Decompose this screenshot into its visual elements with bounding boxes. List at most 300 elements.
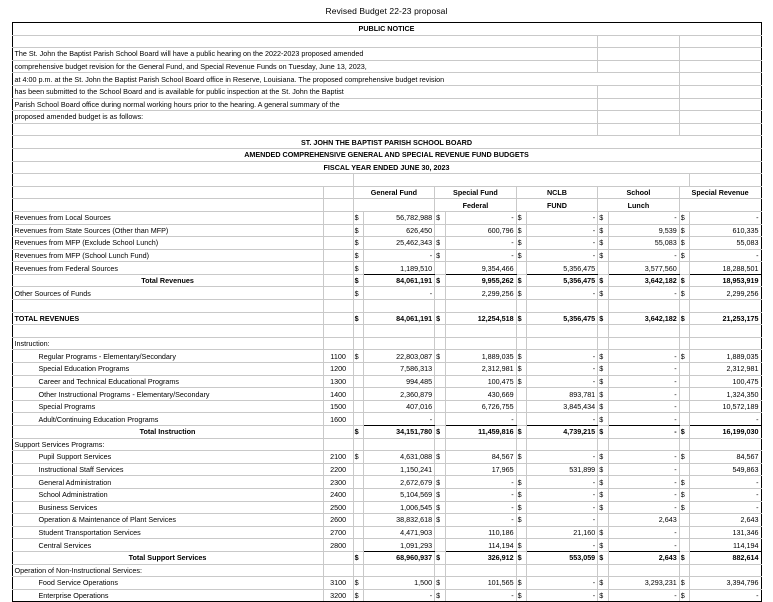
row-value: 326,912 xyxy=(445,551,516,564)
currency-symbol: $ xyxy=(516,539,527,552)
col-header-general-fund: General Fund xyxy=(353,186,435,199)
row-value: - xyxy=(527,249,598,262)
row-value: 5,356,475 xyxy=(527,274,598,287)
support-header: Support Services Programs: xyxy=(12,438,323,451)
row-label: Regular Programs - Elementary/Secondary xyxy=(12,350,323,363)
spacer-row xyxy=(12,300,761,313)
row-value: 4,471,903 xyxy=(364,526,435,539)
currency-symbol: $ xyxy=(516,312,527,325)
row-code: 1500 xyxy=(323,400,353,413)
notice-line-2: comprehensive budget revision for the General Fund, and Special Revenue Funds on Tuesday, June 13, 2023, xyxy=(12,60,598,73)
row-value: 3,394,796 xyxy=(690,577,761,590)
currency-symbol: $ xyxy=(598,488,609,501)
currency-symbol: $ xyxy=(353,312,364,325)
row-value: 12,254,518 xyxy=(445,312,516,325)
row-label: Total Support Services xyxy=(12,551,323,564)
currency-symbol: $ xyxy=(516,224,527,237)
row-value: 994,485 xyxy=(364,375,435,388)
table-row xyxy=(12,350,761,363)
currency-symbol: $ xyxy=(516,237,527,250)
row-value: - xyxy=(527,589,598,602)
table-row xyxy=(12,262,761,275)
currency-symbol: $ xyxy=(435,274,446,287)
noninstructional-header: Operation of Non-Instructional Services: xyxy=(12,564,323,577)
currency-symbol: $ xyxy=(679,551,690,564)
currency-symbol: $ xyxy=(679,426,690,439)
row-value: 4,631,088 xyxy=(364,451,435,464)
currency-symbol: $ xyxy=(516,274,527,287)
table-row xyxy=(12,526,761,539)
row-value: 2,672,679 xyxy=(364,476,435,489)
currency-symbol: $ xyxy=(679,224,690,237)
row-value: - xyxy=(608,501,679,514)
row-value: - xyxy=(608,350,679,363)
row-label: Student Transportation Services xyxy=(12,526,323,539)
entity-title-row xyxy=(12,148,761,161)
currency-symbol: $ xyxy=(516,350,527,363)
row-label: Revenues from MFP (Exclude School Lunch) xyxy=(12,237,323,250)
currency-symbol: $ xyxy=(435,312,446,325)
row-value: 882,614 xyxy=(690,551,761,564)
spacer-row xyxy=(12,325,761,338)
currency-symbol: $ xyxy=(516,249,527,262)
notice-line-3: at 4:00 p.m. at the St. John the Baptist Parish School Board office in Reserve, Louisiana. The proposed comprehensive budget revision xyxy=(12,73,679,86)
total-revenues-row xyxy=(12,312,761,325)
currency-symbol: $ xyxy=(435,551,446,564)
row-value: - xyxy=(690,589,761,602)
row-value: - xyxy=(608,363,679,376)
row-value: - xyxy=(527,287,598,300)
currency-symbol: $ xyxy=(435,237,446,250)
row-value: - xyxy=(527,237,598,250)
currency-symbol: $ xyxy=(516,375,527,388)
currency-symbol: $ xyxy=(598,589,609,602)
table-row xyxy=(12,463,761,476)
row-value: 5,104,569 xyxy=(364,488,435,501)
currency-symbol: $ xyxy=(598,426,609,439)
row-value: - xyxy=(608,526,679,539)
row-value: - xyxy=(445,589,516,602)
row-value: 68,960,937 xyxy=(364,551,435,564)
row-value: 100,475 xyxy=(445,375,516,388)
row-value: 7,586,313 xyxy=(364,363,435,376)
col-header-special-fund-2: Federal xyxy=(435,199,517,212)
row-value: - xyxy=(608,211,679,224)
row-label: Central Services xyxy=(12,539,323,552)
spacer-row xyxy=(12,174,761,187)
table-row xyxy=(12,363,761,376)
row-code: 1600 xyxy=(323,413,353,426)
row-value: - xyxy=(364,287,435,300)
table-row xyxy=(12,224,761,237)
row-value: 3,293,231 xyxy=(608,577,679,590)
row-value: 1,006,545 xyxy=(364,501,435,514)
col-header-special-revenue-2 xyxy=(679,199,761,212)
notice-line-1: The St. John the Baptist Parish School Board will have a public hearing on the 2022-2023 proposed amended xyxy=(12,48,598,61)
row-label: Total Instruction xyxy=(12,426,323,439)
table-row xyxy=(12,577,761,590)
currency-symbol: $ xyxy=(435,211,446,224)
row-value: - xyxy=(527,451,598,464)
row-value: 6,726,755 xyxy=(445,400,516,413)
row-value: - xyxy=(608,451,679,464)
currency-symbol: $ xyxy=(679,589,690,602)
row-label: Revenues from MFP (School Lunch Fund) xyxy=(12,249,323,262)
currency-symbol: $ xyxy=(598,249,609,262)
row-value: 55,083 xyxy=(690,237,761,250)
row-value: - xyxy=(364,589,435,602)
row-value: 5,356,475 xyxy=(527,312,598,325)
currency-symbol: $ xyxy=(435,451,446,464)
currency-symbol: $ xyxy=(598,476,609,489)
table-row xyxy=(12,237,761,250)
row-value: 84,061,191 xyxy=(364,274,435,287)
row-label: Other Sources of Funds xyxy=(12,287,323,300)
currency-symbol: $ xyxy=(679,274,690,287)
table-row-total xyxy=(12,426,761,439)
currency-symbol: $ xyxy=(353,451,364,464)
currency-symbol: $ xyxy=(598,539,609,552)
currency-symbol: $ xyxy=(353,589,364,602)
row-value: 25,462,343 xyxy=(364,237,435,250)
instruction-header: Instruction: xyxy=(12,337,323,350)
currency-symbol: $ xyxy=(679,501,690,514)
section-header-row xyxy=(12,337,761,350)
row-value: - xyxy=(690,211,761,224)
currency-symbol: $ xyxy=(679,577,690,590)
row-value: - xyxy=(364,249,435,262)
row-value: 549,863 xyxy=(690,463,761,476)
row-value: 1,500 xyxy=(364,577,435,590)
row-value: - xyxy=(690,488,761,501)
currency-symbol: $ xyxy=(516,514,527,527)
row-code xyxy=(323,262,353,275)
row-value: 21,160 xyxy=(527,526,598,539)
currency-symbol: $ xyxy=(679,451,690,464)
row-value: - xyxy=(690,413,761,426)
table-row xyxy=(12,501,761,514)
row-value: 38,832,618 xyxy=(364,514,435,527)
row-label: Food Service Operations xyxy=(12,577,323,590)
col-header-nclb: NCLB xyxy=(516,186,598,199)
row-value: - xyxy=(690,249,761,262)
row-value: - xyxy=(608,413,679,426)
row-label: Career and Technical Educational Programs xyxy=(12,375,323,388)
row-label: Pupil Support Services xyxy=(12,451,323,464)
row-code: 2500 xyxy=(323,501,353,514)
section-header-row xyxy=(12,438,761,451)
currency-symbol: $ xyxy=(516,426,527,439)
table-row xyxy=(12,589,761,602)
row-value: 17,965 xyxy=(445,463,516,476)
currency-symbol: $ xyxy=(679,312,690,325)
currency-symbol: $ xyxy=(598,400,609,413)
currency-symbol: $ xyxy=(353,211,364,224)
row-value: - xyxy=(527,211,598,224)
row-value: 1,091,293 xyxy=(364,539,435,552)
row-value: 101,565 xyxy=(445,577,516,590)
entity-line-2: AMENDED COMPREHENSIVE GENERAL AND SPECIAL REVENUE FUND BUDGETS xyxy=(12,148,761,161)
currency-symbol: $ xyxy=(679,476,690,489)
budget-spreadsheet xyxy=(12,22,762,602)
currency-symbol: $ xyxy=(353,287,364,300)
row-value: 18,288,501 xyxy=(690,262,761,275)
entity-title-row xyxy=(12,161,761,174)
row-value: 4,739,215 xyxy=(527,426,598,439)
row-value: 430,669 xyxy=(445,388,516,401)
row-value: - xyxy=(690,501,761,514)
currency-symbol: $ xyxy=(516,211,527,224)
currency-symbol: $ xyxy=(435,577,446,590)
spacer-row xyxy=(12,35,761,48)
row-label: Other Instructional Programs - Elementary/Secondary xyxy=(12,388,323,401)
notice-line-row xyxy=(12,48,761,61)
table-row-total xyxy=(12,274,761,287)
currency-symbol: $ xyxy=(598,274,609,287)
row-value: 1,189,510 xyxy=(364,262,435,275)
row-code: 2200 xyxy=(323,463,353,476)
row-code: 3100 xyxy=(323,577,353,590)
row-value: 16,199,030 xyxy=(690,426,761,439)
currency-symbol: $ xyxy=(516,451,527,464)
row-code: 2800 xyxy=(323,539,353,552)
row-value: 1,324,350 xyxy=(690,388,761,401)
currency-symbol: $ xyxy=(516,577,527,590)
currency-symbol: $ xyxy=(353,237,364,250)
notice-line-row xyxy=(12,73,761,86)
row-value: 10,572,189 xyxy=(690,400,761,413)
currency-symbol: $ xyxy=(435,589,446,602)
row-value: - xyxy=(445,249,516,262)
row-code: 2300 xyxy=(323,476,353,489)
row-code xyxy=(323,211,353,224)
currency-symbol: $ xyxy=(516,501,527,514)
currency-symbol: $ xyxy=(679,249,690,262)
row-value: 114,194 xyxy=(445,539,516,552)
row-value: - xyxy=(608,539,679,552)
row-value: 18,953,919 xyxy=(690,274,761,287)
table-row xyxy=(12,451,761,464)
row-code: 2100 xyxy=(323,451,353,464)
notice-header-row xyxy=(12,23,761,36)
currency-symbol: $ xyxy=(679,287,690,300)
currency-symbol: $ xyxy=(598,451,609,464)
row-code: 1300 xyxy=(323,375,353,388)
row-code: 1200 xyxy=(323,363,353,376)
currency-symbol: $ xyxy=(598,463,609,476)
row-value: 110,186 xyxy=(445,526,516,539)
row-code: 2600 xyxy=(323,514,353,527)
currency-symbol: $ xyxy=(679,350,690,363)
currency-symbol: $ xyxy=(353,224,364,237)
row-code xyxy=(323,249,353,262)
table-row xyxy=(12,400,761,413)
col-header-school-lunch: School xyxy=(598,186,680,199)
section-header-row xyxy=(12,564,761,577)
currency-symbol: $ xyxy=(353,350,364,363)
currency-symbol: $ xyxy=(435,350,446,363)
row-value: 1,889,035 xyxy=(445,350,516,363)
row-label: Revenues from State Sources (Other than MFP) xyxy=(12,224,323,237)
row-label: Operation & Maintenance of Plant Services xyxy=(12,514,323,527)
row-value: - xyxy=(445,514,516,527)
currency-symbol: $ xyxy=(598,375,609,388)
row-value: - xyxy=(608,589,679,602)
currency-symbol: $ xyxy=(435,501,446,514)
row-code xyxy=(323,237,353,250)
row-code: 2400 xyxy=(323,488,353,501)
row-value: 407,016 xyxy=(364,400,435,413)
row-value: - xyxy=(527,350,598,363)
notice-line-row xyxy=(12,60,761,73)
currency-symbol: $ xyxy=(353,249,364,262)
table-row xyxy=(12,539,761,552)
currency-symbol: $ xyxy=(353,274,364,287)
currency-symbol: $ xyxy=(353,577,364,590)
row-value: 531,899 xyxy=(527,463,598,476)
row-value: 9,955,262 xyxy=(445,274,516,287)
row-value: 9,354,466 xyxy=(445,262,516,275)
currency-symbol: $ xyxy=(598,551,609,564)
notice-line-4: has been submitted to the School Board and is available for public inspection at the St. John the Baptist xyxy=(12,85,598,98)
row-value: - xyxy=(527,539,598,552)
entity-line-3: FISCAL YEAR ENDED JUNE 30, 2023 xyxy=(12,161,761,174)
currency-symbol: $ xyxy=(516,551,527,564)
row-label: Adult/Continuing Education Programs xyxy=(12,413,323,426)
col-header-nclb-2: FUND xyxy=(516,199,598,212)
row-value: 600,796 xyxy=(445,224,516,237)
table-row xyxy=(12,388,761,401)
row-code: 3200 xyxy=(323,589,353,602)
row-value: 56,782,988 xyxy=(364,211,435,224)
row-label: Special Education Programs xyxy=(12,363,323,376)
currency-symbol: $ xyxy=(598,577,609,590)
row-value: - xyxy=(608,426,679,439)
currency-symbol: $ xyxy=(598,413,609,426)
row-value: - xyxy=(364,413,435,426)
row-value: 626,450 xyxy=(364,224,435,237)
col-header-special-revenue: Special Revenue xyxy=(679,186,761,199)
currency-symbol: $ xyxy=(435,476,446,489)
currency-symbol: $ xyxy=(516,287,527,300)
row-value: 893,781 xyxy=(527,388,598,401)
row-value: - xyxy=(608,463,679,476)
currency-symbol: $ xyxy=(516,589,527,602)
currency-symbol: $ xyxy=(435,488,446,501)
row-value: 34,151,780 xyxy=(364,426,435,439)
row-value: 1,889,035 xyxy=(690,350,761,363)
currency-symbol: $ xyxy=(516,476,527,489)
currency-symbol: $ xyxy=(598,312,609,325)
row-code: 2700 xyxy=(323,526,353,539)
row-label: Revenues from Federal Sources xyxy=(12,262,323,275)
row-label: Business Services xyxy=(12,501,323,514)
row-value: - xyxy=(527,363,598,376)
page-title: Revised Budget 22-23 proposal xyxy=(325,6,448,16)
row-value: 9,539 xyxy=(608,224,679,237)
row-value: 3,577,560 xyxy=(608,262,679,275)
row-value: 1,150,241 xyxy=(364,463,435,476)
col-header-special-fund: Special Fund xyxy=(435,186,517,199)
row-label: Special Programs xyxy=(12,400,323,413)
row-value: 3,845,434 xyxy=(527,400,598,413)
row-label: TOTAL REVENUES xyxy=(12,312,323,325)
currency-symbol: $ xyxy=(598,501,609,514)
row-code: 1400 xyxy=(323,388,353,401)
currency-symbol: $ xyxy=(598,224,609,237)
row-value: 2,312,981 xyxy=(690,363,761,376)
currency-symbol: $ xyxy=(598,287,609,300)
row-value: - xyxy=(445,501,516,514)
row-value: - xyxy=(527,413,598,426)
row-value: - xyxy=(445,488,516,501)
currency-symbol: $ xyxy=(598,363,609,376)
table-row xyxy=(12,413,761,426)
row-value: - xyxy=(527,514,598,527)
col-header-general-fund-2 xyxy=(353,199,435,212)
row-value: - xyxy=(608,388,679,401)
row-value: 84,061,191 xyxy=(364,312,435,325)
currency-symbol: $ xyxy=(353,551,364,564)
notice-line-row xyxy=(12,111,761,124)
currency-symbol: $ xyxy=(435,249,446,262)
row-value: 2,643 xyxy=(608,514,679,527)
row-value: - xyxy=(527,488,598,501)
row-label: Total Revenues xyxy=(12,274,323,287)
notice-line-row xyxy=(12,85,761,98)
row-label: General Administration xyxy=(12,476,323,489)
currency-symbol: $ xyxy=(516,363,527,376)
row-value: - xyxy=(527,375,598,388)
row-label: Revenues from Local Sources xyxy=(12,211,323,224)
row-label: Enterprise Operations xyxy=(12,589,323,602)
currency-symbol: $ xyxy=(435,426,446,439)
currency-symbol: $ xyxy=(598,237,609,250)
currency-symbol: $ xyxy=(435,514,446,527)
row-value: 2,299,256 xyxy=(445,287,516,300)
row-value: - xyxy=(527,224,598,237)
row-value: 2,299,256 xyxy=(690,287,761,300)
row-value: - xyxy=(608,249,679,262)
row-value: 2,643 xyxy=(690,514,761,527)
table-row xyxy=(12,375,761,388)
currency-symbol: $ xyxy=(353,426,364,439)
row-value: - xyxy=(445,476,516,489)
row-value: 84,567 xyxy=(690,451,761,464)
row-value: 2,312,981 xyxy=(445,363,516,376)
currency-symbol: $ xyxy=(598,526,609,539)
column-header-row-1 xyxy=(12,186,761,199)
notice-line-6: proposed amended budget is as follows: xyxy=(12,111,598,124)
row-value: 553,059 xyxy=(527,551,598,564)
table-row xyxy=(12,287,761,300)
table-row xyxy=(12,514,761,527)
row-value: - xyxy=(608,476,679,489)
currency-symbol: $ xyxy=(679,488,690,501)
currency-symbol: $ xyxy=(598,211,609,224)
notice-line-5: Parish School Board office during normal working hours prior to the hearing. A general summary of the xyxy=(12,98,598,111)
currency-symbol: $ xyxy=(679,237,690,250)
notice-header: PUBLIC NOTICE xyxy=(12,23,761,36)
col-header-school-lunch-2: Lunch xyxy=(598,199,680,212)
column-header-row-2 xyxy=(12,199,761,212)
row-code: 1100 xyxy=(323,350,353,363)
row-value: - xyxy=(445,211,516,224)
currency-symbol: $ xyxy=(516,488,527,501)
spacer-row xyxy=(12,123,761,136)
entity-title-row xyxy=(12,136,761,149)
row-value: 2,643 xyxy=(608,551,679,564)
